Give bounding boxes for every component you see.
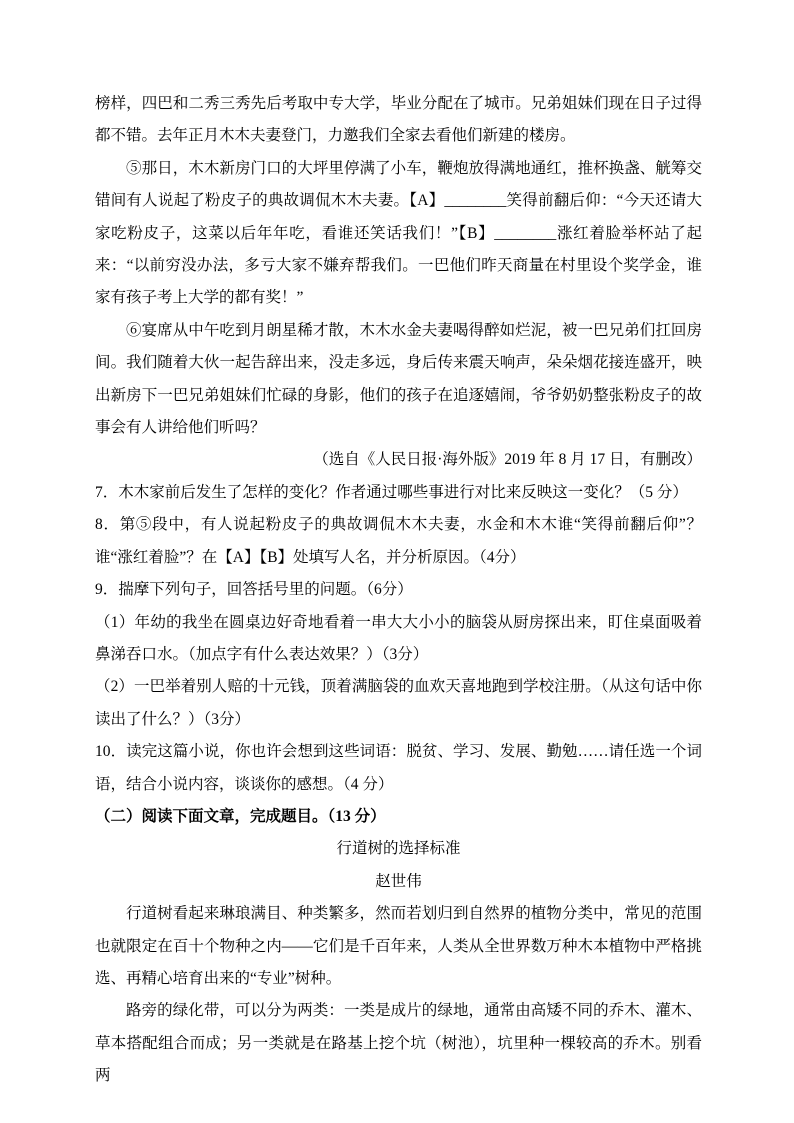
passage-paragraph-6: ⑥宴席从中午吃到月朗星稀才散，木木水金夫妻喝得醉如烂泥，被一巴兄弟们扛回房间。我们随着大伙一起告辞出来，没走多远，身后传来震天响声，朵朵烟花接连盛开，映出新房下一巴兄弟姐妹们忙碌的身影，他们的孩子在追逐嬉闹，爷爷奶奶整张粉皮子的故事会有人讲给他们听吗？ <box>95 321 702 437</box>
passage-paragraph-5: ⑤那日，木木新房门口的大坪里停满了小车，鞭炮放得满地通红，推杯换盏、觥筹交错间有人说起了粉皮子的典故调侃木木夫妻。【A】________笑得前翻后仰：“今天还请大家吃粉皮子，这菜以后年年吃，看谁还笑话我们！”【B】________涨红着脸举杯站了起来：“以前穷没办法，多亏大家不嫌弃帮我们。一巴他们昨天商量在村里设个奖学金，谁家有孩子考上大学的都有奖！” <box>95 159 702 307</box>
section-two-heading: （二）阅读下面文章，完成题目。（13 分） <box>95 807 386 825</box>
source-attribution: （选自《人民日报·海外版》2019 年 8 月 17 日，有删改） <box>313 451 702 469</box>
article-paragraph-1: 行道树看起来琳琅满目、种类繁多，然而若划归到自然界的植物分类中，常见的范围也就限定在百十个物种之内——它们是千百年来，人类从全世界数万种木本植物中严格挑选、再精心培育出来的“专业”树种。 <box>95 905 702 987</box>
article-author: 赵世伟 <box>375 872 422 890</box>
question-10: 10．读完这篇小说，你也许会想到这些词语：脱贫、学习、发展、勤勉……请任选一个词语，结合小说内容，谈谈你的感想。（4 分） <box>95 743 702 793</box>
question-7: 7．木木家前后发生了怎样的变化？作者通过哪些事进行对比来反映这一变化？（5 分） <box>95 483 688 501</box>
question-9: 9．揣摩下列句子，回答括号里的问题。（6分） <box>95 581 413 599</box>
article-title: 行道树的选择标准 <box>336 840 461 858</box>
question-9-sub-2: （2）一巴举着别人赔的十元钱，顶着满脑袋的血欢天喜地跑到学校注册。（从这句话中你读出了什么？）（3分） <box>95 678 702 728</box>
question-9-sub-1: （1）年幼的我坐在圆桌边好奇地看着一串大大小小的脑袋从厨房探出来，盯住桌面吸着鼻涕吞口水。（加点字有什么表达效果？）（3分） <box>95 613 702 663</box>
passage-continuation-paragraph: 榜样，四巴和二秀三秀先后考取中专大学，毕业分配在了城市。兄弟姐妹们现在日子过得都不错。去年正月木木夫妻登门，力邀我们全家去看他们新建的楼房。 <box>95 95 702 145</box>
question-8: 8．第⑤段中，有人说起粉皮子的典故调侃木木夫妻，水金和木木谁“笑得前翻后仰”？谁“涨红着脸”？在【A】【B】处填写人名，并分析原因。（4分） <box>95 516 702 566</box>
article-paragraph-2: 路旁的绿化带，可以分为两类：一类是成片的绿地，通常由高矮不同的乔木、灌木、草本搭配组合而成；另一类就是在路基上挖个坑（树池），坑里种一棵较高的乔木。别看两 <box>95 1002 702 1085</box>
